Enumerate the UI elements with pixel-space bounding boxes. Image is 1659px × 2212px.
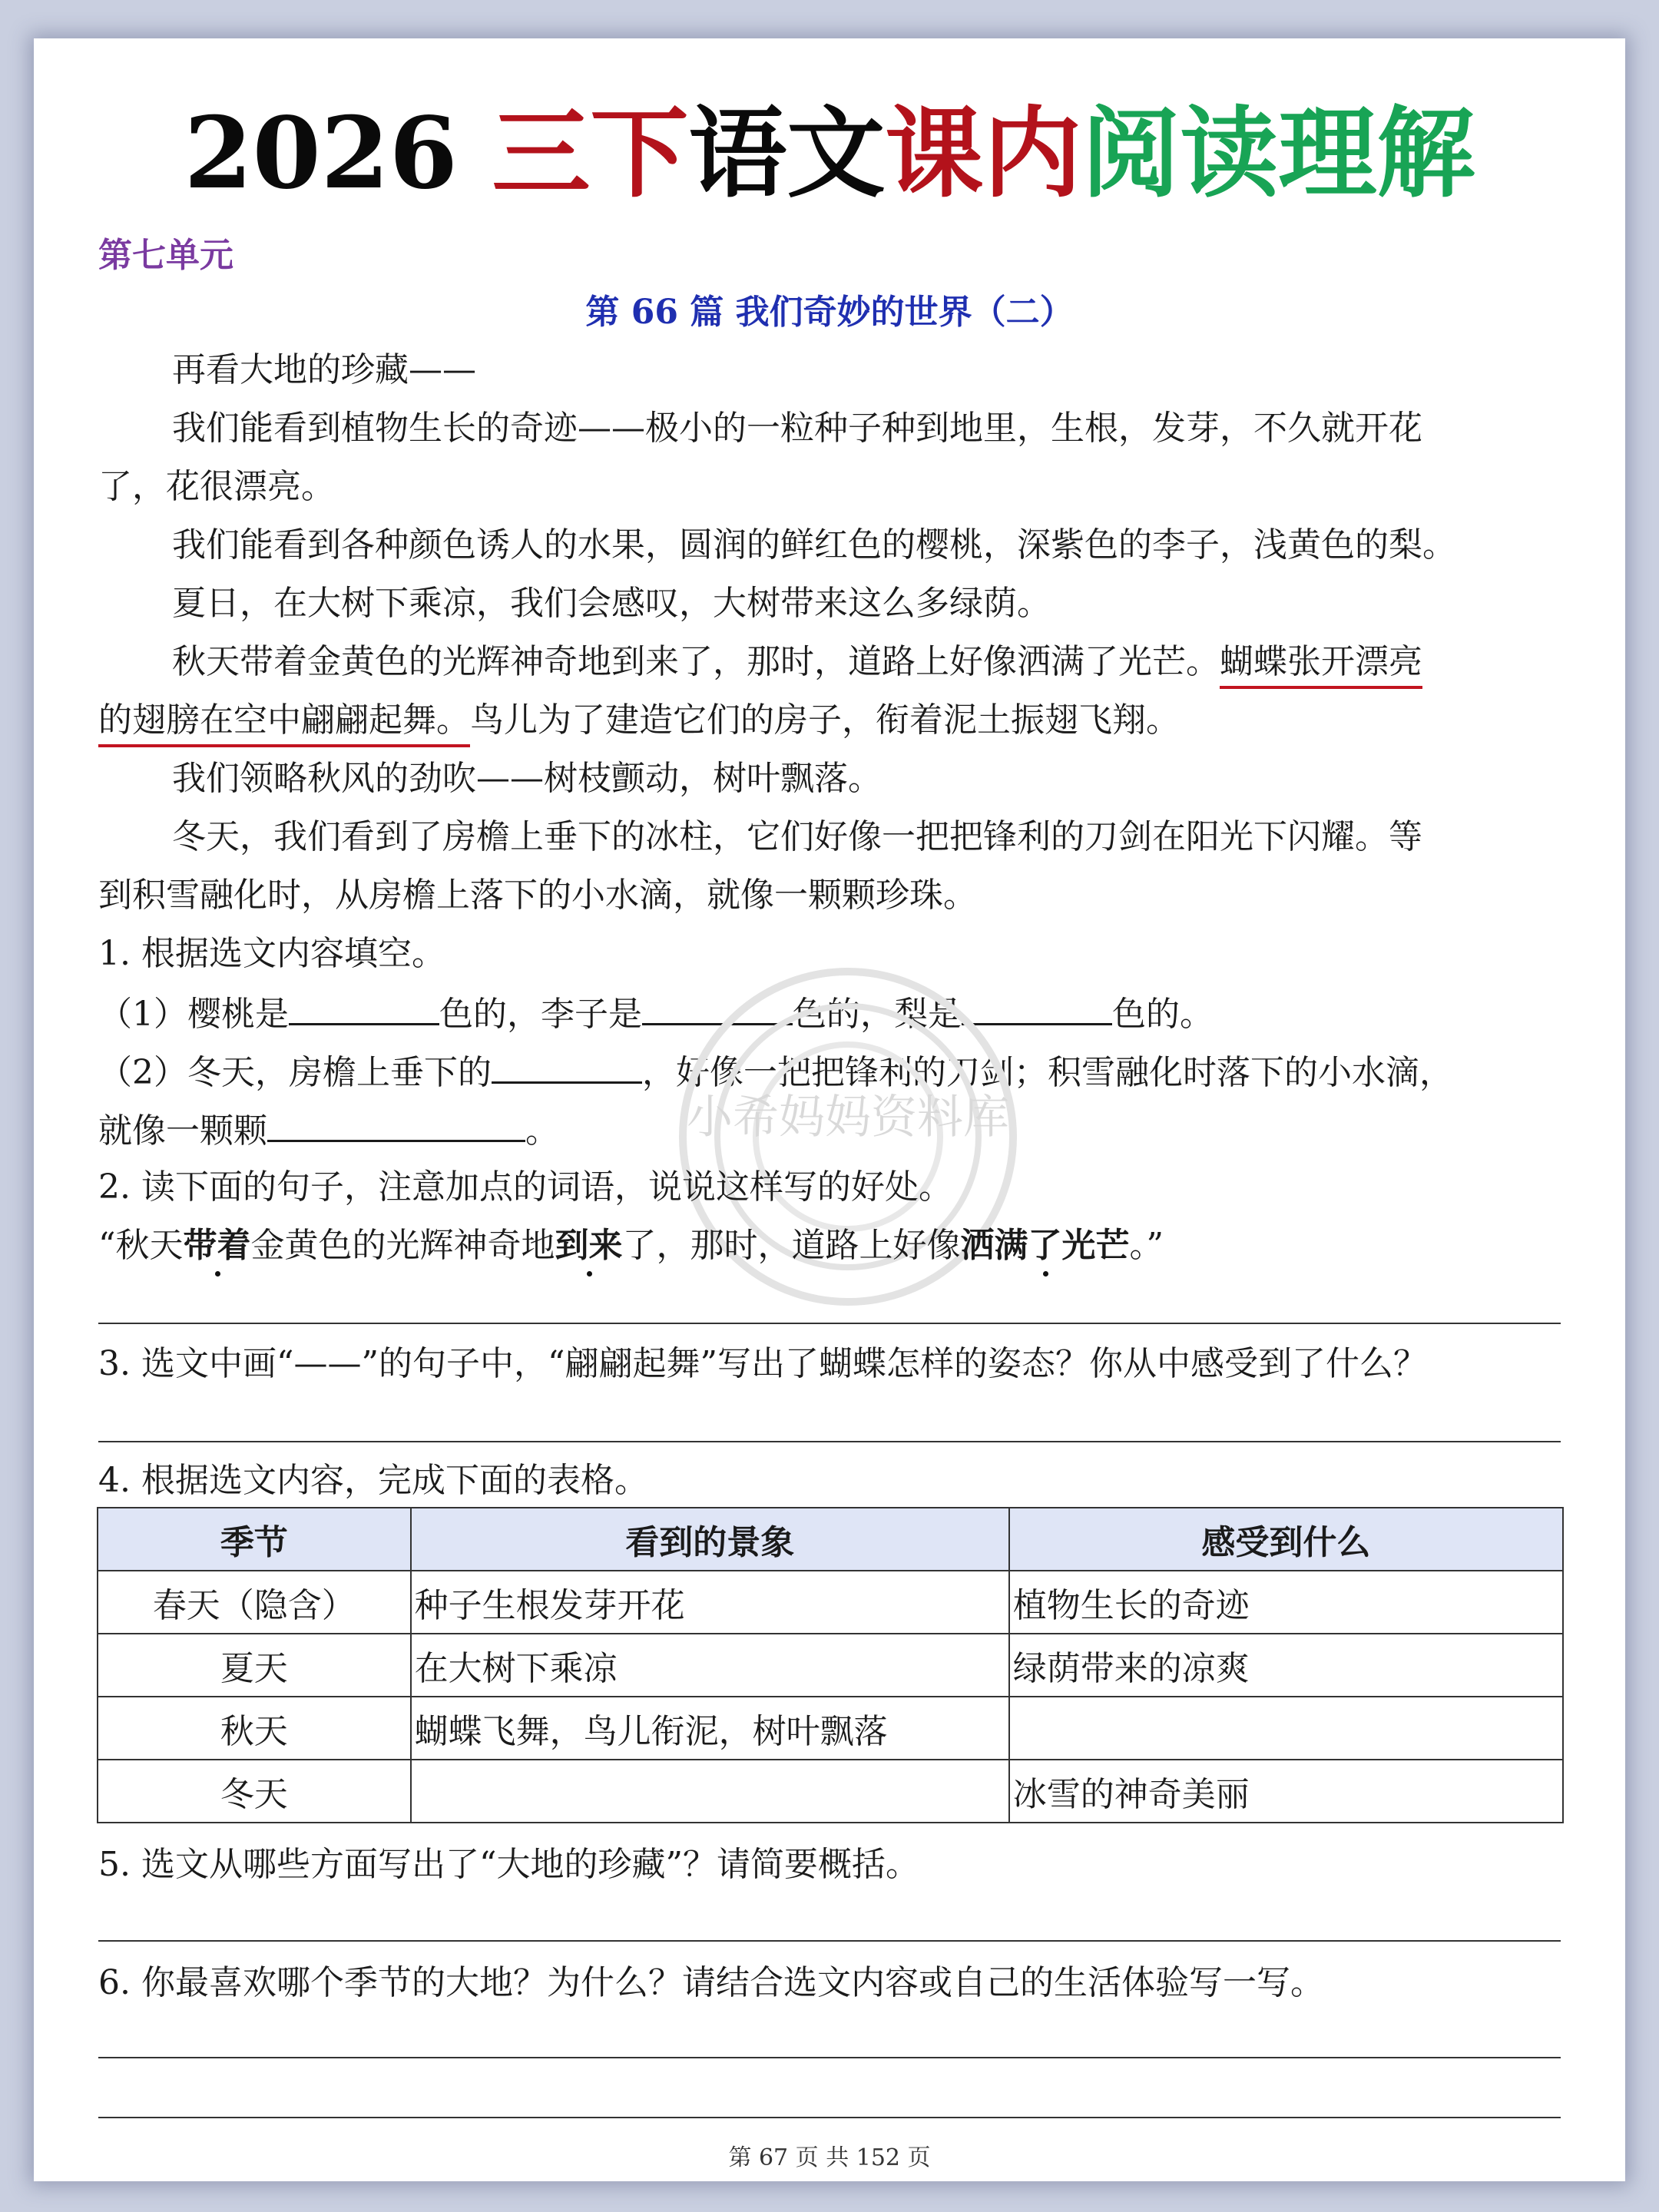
question-6: 6. 你最喜欢哪个季节的大地？为什么？请结合选文内容或自己的生活体验写一写。 — [98, 1963, 1324, 2002]
worksheet-page — [34, 38, 1625, 2181]
answer-line[interactable] — [98, 2057, 1561, 2058]
question-3: 3. 选文中画“——”的句子中，“翩翩起舞”写出了蝴蝶怎样的姿态？你从中感受到了什么？ — [98, 1344, 1427, 1383]
underlined-sentence: 蝴蝶张开漂亮 — [1220, 642, 1422, 689]
header-season: 季节 — [98, 1508, 411, 1571]
article-title: 第 66 篇 我们奇妙的世界（二） — [585, 293, 1074, 332]
feeling-cell: 植物生长的奇迹 — [1009, 1571, 1563, 1634]
passage-line: 到积雪融化时，从房檐上落下的小水滴，就像一颗颗珍珠。 — [98, 876, 977, 915]
table-row — [98, 1634, 1563, 1697]
feeling-cell: 冰雪的神奇美丽 — [1009, 1760, 1563, 1823]
season-table — [97, 1507, 1564, 1823]
scene-cell: 蝴蝶飞舞，鸟儿衔泥，树叶飘落 — [411, 1697, 1009, 1760]
passage-line: 我们领略秋风的劲吹——树枝颤动，树叶飘落。 — [172, 759, 882, 798]
header-feeling: 感受到什么 — [1009, 1508, 1563, 1571]
table-row — [98, 1760, 1563, 1823]
page-number: 第 67 页 共 152 页 — [728, 2144, 931, 2171]
table-row — [98, 1571, 1563, 1634]
question-1-part-2-cont: 就像一颗颗 。 — [98, 1106, 1588, 1154]
underlined-sentence: 的翅膀在空中翩翩起舞。 — [98, 700, 470, 747]
passage-line: 我们能看到各种颜色诱人的水果，圆润的鲜红色的樱桃，深紫色的李子，浅黄色的梨。 — [172, 525, 1456, 565]
passage-line: 的翅膀在空中翩翩起舞。鸟儿为了建造它们的房子，衔着泥土振翅飞翔。 — [98, 697, 1588, 743]
passage-line: 了，花很漂亮。 — [98, 467, 335, 506]
season-cell: 春天（隐含） — [98, 1571, 411, 1634]
table-header-row — [98, 1508, 1563, 1571]
feeling-cell-blank[interactable] — [1009, 1697, 1563, 1760]
question-1: 1. 根据选文内容填空。 — [98, 934, 445, 973]
answer-line[interactable] — [98, 1940, 1561, 1942]
table-row — [98, 1697, 1563, 1760]
question-2: 2. 读下面的句子，注意加点的词语，说说这样写的好处。 — [98, 1167, 952, 1207]
answer-blank[interactable] — [289, 989, 439, 1025]
question-2-quote: “秋天带着金黄色的光辉神奇地到来了，那时，道路上好像洒满了光芒。” — [98, 1223, 1588, 1269]
answer-line[interactable] — [98, 1323, 1561, 1324]
watermark-text: 小希妈妈资料库 — [687, 1091, 1009, 1144]
season-cell: 夏天 — [98, 1634, 411, 1697]
passage-line: 夏日，在大树下乘凉，我们会感叹，大树带来这么多绿荫。 — [172, 584, 1051, 623]
answer-line[interactable] — [98, 1441, 1561, 1442]
unit-label: 第七单元 — [98, 236, 233, 275]
passage-line: 秋天带着金黄色的光辉神奇地到来了，那时，道路上好像洒满了光芒。蝴蝶张开漂亮 — [98, 639, 1659, 685]
dotted-word: 带着 — [184, 1223, 251, 1269]
answer-line[interactable] — [98, 2117, 1561, 2118]
season-cell: 冬天 — [98, 1760, 411, 1823]
passage-line: 我们能看到植物生长的奇迹——极小的一粒种子种到地里，生根，发芽，不久就开花 — [172, 409, 1422, 448]
answer-blank[interactable] — [267, 1106, 525, 1142]
scene-cell-blank[interactable] — [411, 1760, 1009, 1823]
feeling-cell: 绿荫带来的凉爽 — [1009, 1634, 1563, 1697]
question-4: 4. 根据选文内容，完成下面的表格。 — [98, 1461, 648, 1500]
dotted-word: 到来 — [555, 1223, 623, 1269]
question-1-part-2: （2）冬天，房檐上垂下的 ，好像一把把锋利的刀剑；积雪融化时落下的小水滴， — [98, 1048, 1588, 1096]
question-1-part-1: （1）樱桃是 色的，李子是 色的，梨是 色的。 — [98, 989, 1588, 1038]
season-cell: 秋天 — [98, 1697, 411, 1760]
header-scene: 看到的景象 — [411, 1508, 1009, 1571]
dotted-word: 洒满了光芒 — [961, 1223, 1130, 1269]
passage-line: 冬天，我们看到了房檐上垂下的冰柱，它们好像一把把锋利的刀剑在阳光下闪耀。等 — [172, 817, 1422, 856]
page-title: 2026 三下语文课内阅读理解 — [184, 96, 1475, 211]
answer-blank[interactable] — [492, 1048, 642, 1084]
scene-cell: 种子生根发芽开花 — [411, 1571, 1009, 1634]
passage-line: 再看大地的珍藏—— — [172, 350, 476, 389]
scene-cell: 在大树下乘凉 — [411, 1634, 1009, 1697]
question-5: 5. 选文从哪些方面写出了“大地的珍藏”？请简要概括。 — [98, 1845, 919, 1884]
